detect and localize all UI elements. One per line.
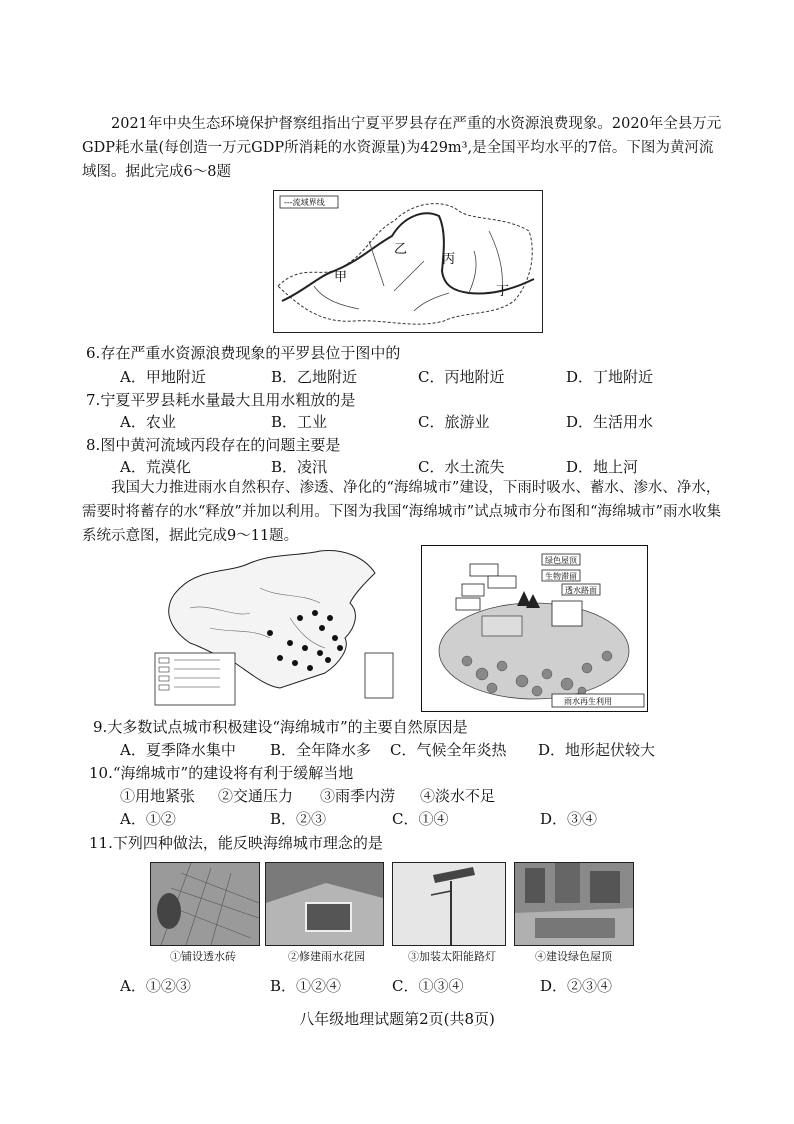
photo-rain-garden (265, 862, 384, 946)
q8-option-d[interactable]: D．地上河 (566, 458, 639, 476)
label-green-roof: 绿色屋顶 (545, 556, 577, 565)
q9-option-b[interactable]: B．全年降水多 (270, 741, 372, 759)
map-label-jia: 甲 (334, 270, 348, 285)
map-label-bing: 丙 (442, 252, 456, 267)
photo-solar-streetlight (392, 862, 506, 946)
question-7: 7.宁夏平罗县耗水量最大且用水粗放的是 (86, 391, 356, 409)
map-legend: ---流域界线 (284, 198, 325, 207)
label-bioretention: 生物滞留 (545, 572, 577, 581)
q9-option-c[interactable]: C．气候全年炎热 (390, 741, 507, 759)
q10-item-2: ②交通压力 (218, 787, 294, 805)
caption-photo-3: ③加装太阳能路灯 (408, 950, 496, 963)
q10-item-3: ③雨季内涝 (320, 787, 396, 805)
map-label-yi: 乙 (394, 242, 408, 257)
q7-option-d[interactable]: D．生活用水 (566, 413, 654, 431)
intro-paragraph-2: 我国大力推进雨水自然积存、渗透、净化的“海绵城市”建设，下雨时吸水、蓄水、渗水、净水，需要时将蓄存的水“释放”并加以利用。下图为我国“海绵城市”试点城市分布图和“海绵城市”雨水收集系统示意图，据此完成9～11题。 (82, 480, 721, 544)
q10-item-4: ④淡水不足 (420, 787, 496, 805)
q6-option-a[interactable]: A．甲地附近 (120, 368, 206, 386)
question-10: 10.“海绵城市”的建设将有利于缓解当地 (89, 764, 354, 782)
map-label-ding: 丁 (496, 284, 510, 299)
photo-permeable-brick (150, 862, 260, 946)
q7-option-c[interactable]: C．旅游业 (418, 413, 490, 431)
question-9: 9.大多数试点城市积极建设“海绵城市”的主要自然原因是 (93, 718, 468, 736)
q11-option-d[interactable]: D．②③④ (540, 977, 613, 995)
q9-option-d[interactable]: D．地形起伏较大 (538, 741, 656, 759)
q6-option-c[interactable]: C．丙地附近 (418, 368, 505, 386)
q6-option-b[interactable]: B．乙地附近 (271, 368, 358, 386)
q11-option-a[interactable]: A．①②③ (120, 977, 191, 995)
q9-option-a[interactable]: A．夏季降水集中 (120, 741, 236, 759)
q10-item-1: ①用地紧张 (120, 787, 196, 805)
q7-option-b[interactable]: B．工业 (271, 413, 328, 431)
caption-photo-2: ②修建雨水花园 (288, 950, 365, 963)
q11-option-b[interactable]: B．①②④ (270, 977, 342, 995)
q7-option-a[interactable]: A．农业 (120, 413, 176, 431)
q6-option-d[interactable]: D．丁地附近 (566, 368, 654, 386)
rainwater-collection-diagram (421, 545, 648, 712)
caption-photo-1: ①铺设透水砖 (170, 950, 236, 963)
question-11: 11.下列四种做法，能反映海绵城市理念的是 (89, 834, 383, 852)
photo-green-roof (514, 862, 634, 946)
label-rainwater-reuse: 雨水再生利用 (564, 697, 612, 706)
q10-option-b[interactable]: B．②③ (270, 810, 327, 828)
q11-option-c[interactable]: C．①③④ (392, 977, 464, 995)
q10-option-a[interactable]: A．①② (120, 810, 176, 828)
question-8: 8.图中黄河流域丙段存在的问题主要是 (86, 436, 341, 454)
q8-option-c[interactable]: C．水土流失 (418, 458, 505, 476)
q8-option-a[interactable]: A．荒漠化 (120, 458, 191, 476)
caption-photo-4: ④建设绿色屋顶 (535, 950, 612, 963)
q10-option-d[interactable]: D．③④ (540, 810, 598, 828)
page-footer: 八年级地理试题第2页(共8页) (299, 1010, 495, 1028)
question-6: 6.存在严重水资源浪费现象的平罗县位于图中的 (86, 344, 401, 362)
yellow-river-basin-map (273, 190, 543, 333)
sponge-city-distribution-map (150, 548, 405, 710)
q10-option-c[interactable]: C．①④ (392, 810, 449, 828)
label-permeable-road: 透水路面 (565, 586, 597, 595)
q8-option-b[interactable]: B．凌汛 (271, 458, 328, 476)
intro-paragraph-1: 2021年中央生态环境保护督察组指出宁夏平罗县存在严重的水资源浪费现象。2020年全县万元GDP耗水量(每创造一万元GDP所消耗的水资源量)为429m³,是全国平均水平的7倍。下图为黄河流域图。据此完成6～8题 (82, 116, 722, 180)
